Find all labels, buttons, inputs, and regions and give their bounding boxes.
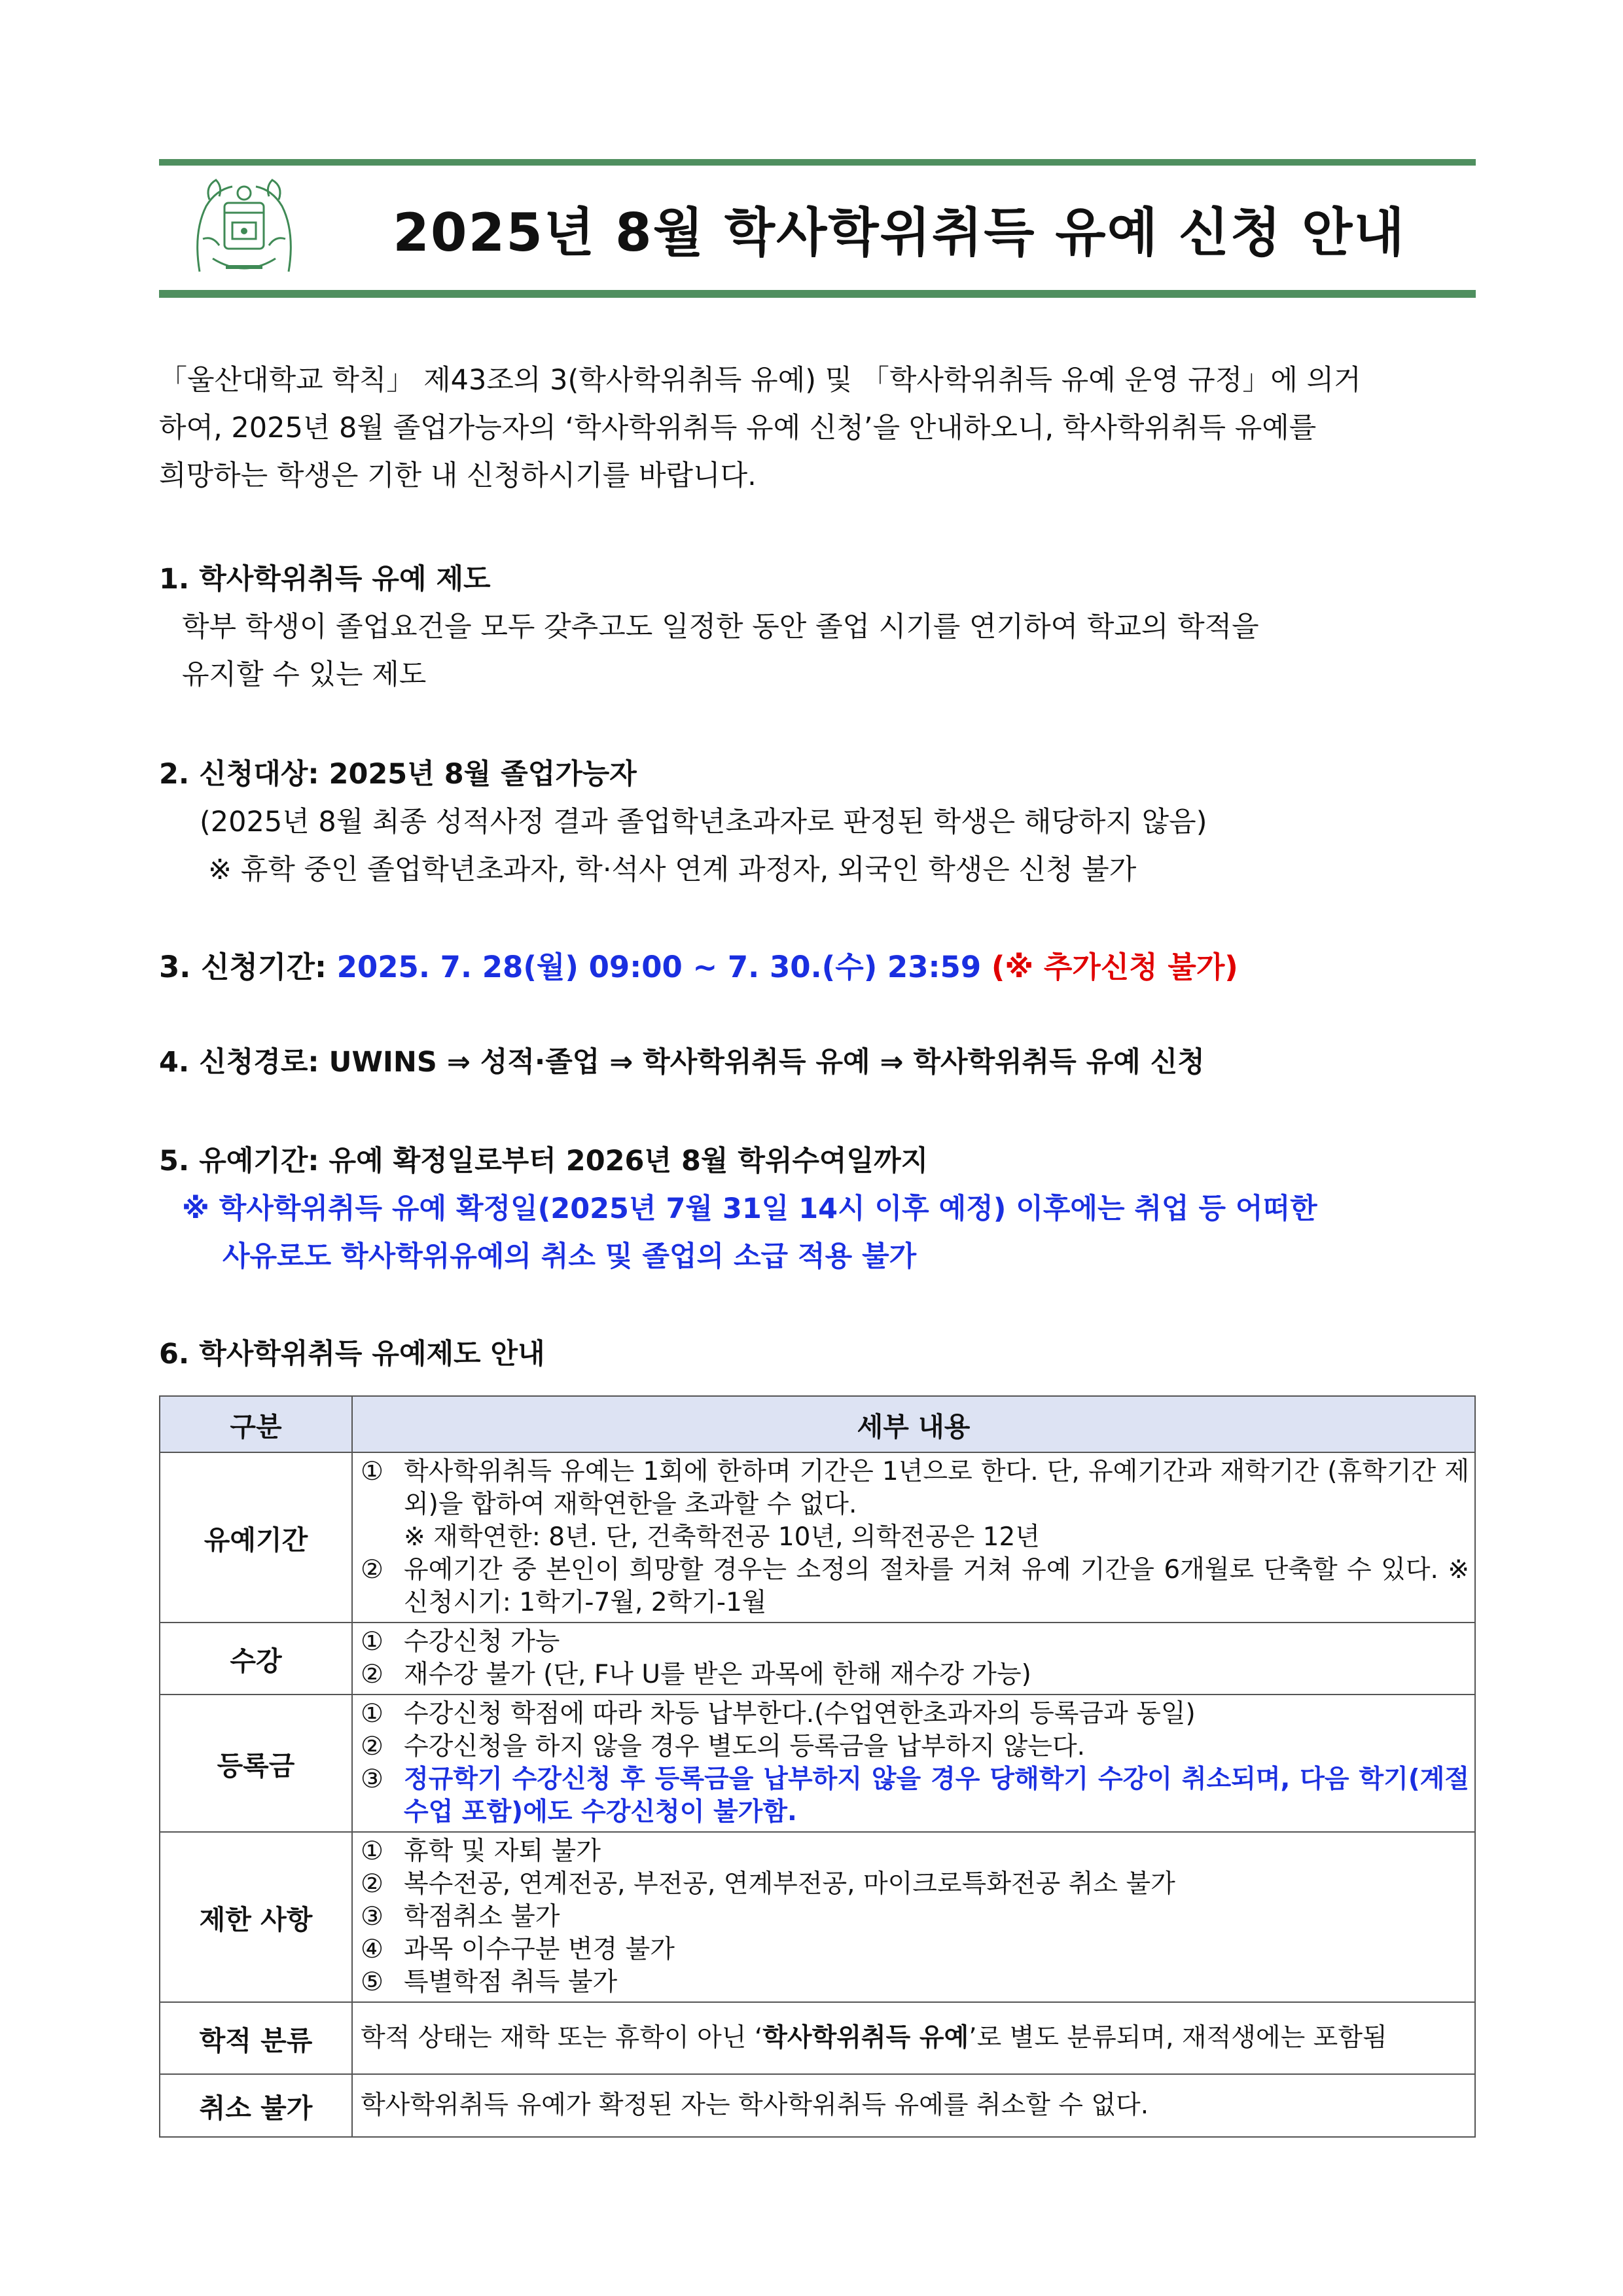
item-number: ③ [361,1765,383,1794]
section-1-line-2: 유지할 수 있는 제도 [182,658,427,691]
row-content [352,2002,1475,2074]
table-row [160,1623,1475,1695]
list-item [361,1933,1469,1966]
item-number: ④ [361,1935,383,1964]
item-text-emphasis: 정규학기 수강신청 후 등록금을 납부하지 않을 경우 당해학기 수강이 취소되며, 다음 학기(계절수업 포함)에도 수강신청이 불가함. [404,1765,1469,1827]
list-item [361,1554,1469,1619]
list-item [361,1835,1469,1868]
item-number: ① [361,1627,383,1657]
item-text: 학점취소 불가 [404,1902,560,1931]
row-label-course-registration: 수강 [160,1623,352,1695]
item-text: 휴학 및 자퇴 불가 [404,1837,601,1866]
section-4-heading: 4. 신청경로: UWINS ⇒ 성적·졸업 ⇒ 학사학위취득 유예 ⇒ 학사학위취득 유예 신청 [159,1046,1205,1079]
item-note: ※ 재학연한: 8년. 단, 건축학전공 10년, 의학전공은 12년 [404,1522,1040,1552]
section-5-heading: 5. 유예기간: 유예 확정일로부터 2026년 8월 학위수여일까지 [159,1145,929,1177]
header-bottom-rule [159,290,1476,298]
item-number: ② [361,1660,383,1689]
section-3-heading [159,946,1238,989]
section-2-heading: 2. 신청대상: 2025년 8월 졸업가능자 [159,758,637,791]
list-item [361,1456,1469,1521]
header-top-rule [159,159,1476,166]
row-content [352,1695,1475,1832]
row-label-restrictions: 제한 사항 [160,1832,352,2002]
item-number: ② [361,1555,383,1585]
table-row [160,1832,1475,2002]
item-number: ③ [361,1902,383,1931]
table-row [160,1452,1475,1623]
item-number: ① [361,1457,383,1486]
list-item [361,1698,1469,1731]
table-row [160,1695,1475,1832]
section-5-note-2: 사유로도 학사학위유예의 취소 및 졸업의 소급 적용 불가 [223,1240,917,1273]
section-2-line-2: ※ 휴학 중인 졸업학년초과자, 학·석사 연계 과정자, 외국인 학생은 신청 불가 [208,853,1137,886]
section-1-line-1: 학부 학생이 졸업요건을 모두 갖추고도 일정한 동안 졸업 시기를 연기하여 학교의 학적을 [182,611,1259,643]
item-number: ⑤ [361,1967,383,1997]
row-content [352,1832,1475,2002]
item-text: 수강신청 가능 [404,1627,560,1657]
list-item [361,1731,1469,1763]
item-number: ② [361,1869,383,1899]
list-item [361,1626,1469,1659]
column-header-category: 구분 [160,1396,352,1452]
row-content [352,1452,1475,1623]
status-text-post: ’로 별도 분류되며, 재적생에는 포함됨 [969,2023,1387,2053]
header-banner [159,159,1476,298]
row-label-academic-status: 학적 분류 [160,2002,352,2074]
intro-line-2: 하여, 2025년 8월 졸업가능자의 ‘학사학위취득 유예 신청’을 안내하오니, 학사학위취득 유예를 [159,412,1317,444]
intro-line-1: 「울산대학교 학칙」 제43조의 3(학사학위취득 유예) 및 「학사학위취득 유예 운영 규정」에 의거 [159,364,1361,397]
item-text: 유예기간 중 본인이 희망할 경우는 소정의 절차를 거쳐 유예 기간을 6개월로 단축할 수 있다. ※ 신청시기: 1학기-7월, 2학기-1월 [404,1555,1469,1617]
section-6-heading: 6. 학사학위취득 유예제도 안내 [159,1338,545,1371]
item-number: ② [361,1732,383,1761]
list-item [361,1966,1469,1999]
item-number: ① [361,1837,383,1866]
row-content [352,1623,1475,1695]
status-text-pre: 학적 상태는 재학 또는 휴학이 아닌 ‘ [361,2023,763,2053]
university-emblem-icon [187,173,302,283]
section-5-note-1: ※ 학사학위취득 유예 확정일(2025년 7월 31일 14시 이후 예정) 이후에는 취업 등 어떠한 [182,1193,1317,1225]
item-text: 수강신청 학점에 따라 차등 납부한다.(수업연한초과자의 등록금과 동일) [404,1699,1196,1729]
row-label-deferral-period: 유예기간 [160,1452,352,1623]
section-2-line-1: (2025년 8월 최종 성적사정 결과 졸업학년초과자로 판정된 학생은 해당하지 않음) [200,806,1207,838]
deferral-info-table [159,1395,1476,2138]
list-item [361,1868,1469,1901]
intro-line-3: 희망하는 학생은 기한 내 신청하시기를 바랍니다. [159,459,757,492]
page-title: 2025년 8월 학사학위취득 유예 신청 안내 [393,202,1406,263]
item-number: ① [361,1699,383,1729]
column-header-details: 세부 내용 [352,1396,1475,1452]
table-row [160,2074,1475,2137]
table-header-row [160,1396,1475,1452]
status-text-bold: 학사학위취득 유예 [762,2023,969,2053]
item-text: 복수전공, 연계전공, 부전공, 연계부전공, 마이크로특화전공 취소 불가 [404,1869,1175,1899]
list-item [361,1763,1469,1829]
row-label-no-cancellation: 취소 불가 [160,2074,352,2137]
item-text: 학사학위취득 유예는 1회에 한하며 기간은 1년으로 한다. 단, 유예기간과 재학기간 (휴학기간 제외)을 합하여 재학연한을 초과할 수 없다. [404,1457,1469,1519]
application-period: 2025. 7. 28(월) 09:00 ~ 7. 30.(수) 23:59 [336,950,982,984]
item-text: 수강신청을 하지 않을 경우 별도의 등록금을 납부하지 않는다. [404,1732,1086,1761]
row-label-tuition: 등록금 [160,1695,352,1832]
section-3-label: 3. 신청기간: [159,950,327,984]
item-text: 재수강 불가 (단, F나 U를 받은 과목에 한해 재수강 가능) [404,1660,1031,1689]
list-item [361,1901,1469,1933]
no-additional-application-note: (※ 추가신청 불가) [991,950,1238,984]
item-text: 과목 이수구분 변경 불가 [404,1935,675,1964]
row-content: 학사학위취득 유예가 확정된 자는 학사학위취득 유예를 취소할 수 없다. [352,2074,1475,2137]
table-row [160,2002,1475,2074]
list-item [361,1659,1469,1691]
item-text: 특별학점 취득 불가 [404,1967,618,1997]
section-1-heading: 1. 학사학위취득 유예 제도 [159,563,491,596]
